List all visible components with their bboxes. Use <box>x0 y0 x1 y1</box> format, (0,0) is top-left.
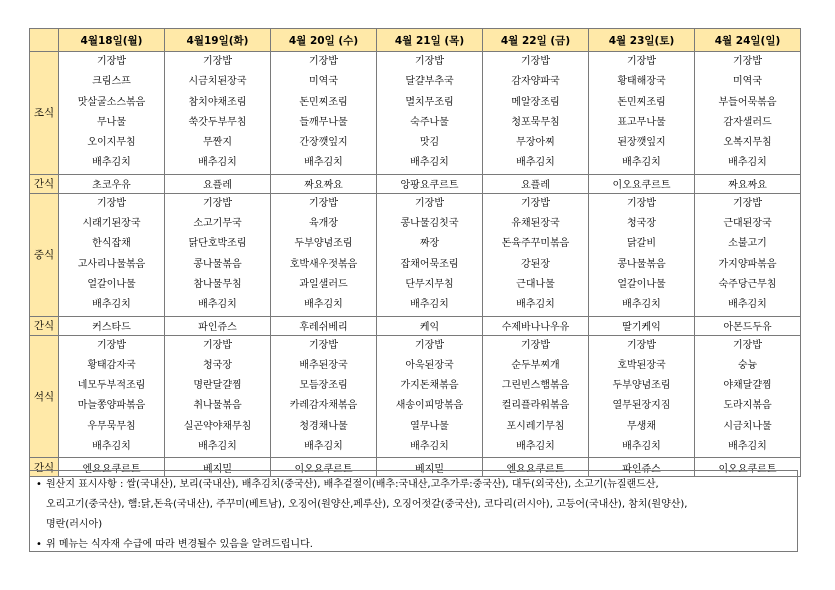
menu-item: 기장밥 <box>203 197 232 209</box>
notes-box <box>29 470 798 552</box>
menu-item: 단무지무침 <box>405 278 454 290</box>
menu-item: 돈민찌조림 <box>299 96 348 108</box>
menu-item: 기장밥 <box>733 197 762 209</box>
dinner-menu-cell <box>483 335 589 458</box>
snack-cell: 이오요쿠르트 <box>695 458 801 477</box>
menu-item: 기장밥 <box>309 197 338 209</box>
snack-cell: 엔요요쿠르트 <box>59 458 165 477</box>
menu-item: 호박된장국 <box>617 359 666 371</box>
snack-cell: 케익 <box>377 316 483 335</box>
meal-label-snack: 간식 <box>30 316 59 335</box>
menu-item: 야채달걀찜 <box>723 380 772 392</box>
dinner-menu-cell <box>695 335 801 458</box>
origin-note <box>36 475 791 495</box>
menu-item: 취나물볶음 <box>193 400 242 412</box>
snack-cell: 딸기케익 <box>589 316 695 335</box>
meal-label-snack: 간식 <box>30 174 59 193</box>
lunch-row <box>30 193 801 316</box>
menu-item: 된장깻잎지 <box>617 137 666 149</box>
day-header: 4월 21일 (목) <box>377 29 483 52</box>
breakfast-menu-cell <box>589 52 695 175</box>
menu-item: 기장밥 <box>97 197 126 209</box>
snack-cell: 베지밀 <box>377 458 483 477</box>
snack-cell: 후레쉬베리 <box>271 316 377 335</box>
menu-item: 오복지무침 <box>723 137 772 149</box>
menu-item: 육개장 <box>309 218 338 230</box>
lunch-menu-cell <box>165 193 271 316</box>
dinner-menu-cell <box>165 335 271 458</box>
day-header: 4월 24일(일) <box>695 29 801 52</box>
day-header-row <box>30 29 801 52</box>
menu-item: 두부양념조림 <box>294 238 353 250</box>
menu-item: 시금치나물 <box>723 420 772 432</box>
snack-cell: 짜요짜요 <box>695 174 801 193</box>
breakfast-menu-cell <box>165 52 271 175</box>
menu-item: 배추김치 <box>92 441 131 453</box>
menu-item: 배추김치 <box>92 157 131 169</box>
menu-item: 기장밥 <box>203 339 232 351</box>
snack-cell: 초코우유 <box>59 174 165 193</box>
menu-item: 기장밥 <box>521 339 550 351</box>
breakfast-menu-cell <box>377 52 483 175</box>
breakfast-menu-cell <box>271 52 377 175</box>
menu-item: 배추김치 <box>304 441 343 453</box>
meal-label-snack: 간식 <box>30 458 59 477</box>
menu-item: 콩나물볶음 <box>617 258 666 270</box>
menu-item: 들깨무나물 <box>299 116 348 128</box>
snack-cell: 엔요요쿠르트 <box>483 458 589 477</box>
menu-item: 열무나물 <box>410 420 449 432</box>
breakfast-menu-cell <box>483 52 589 175</box>
menu-item: 청국장 <box>627 218 656 230</box>
menu-item: 기장밥 <box>627 339 656 351</box>
menu-item: 기장밥 <box>309 339 338 351</box>
menu-item: 배추김치 <box>92 299 131 311</box>
snack-cell: 이오요쿠르트 <box>271 458 377 477</box>
menu-item: 기장밥 <box>627 197 656 209</box>
day-header: 4월 20일 (수) <box>271 29 377 52</box>
lunch-menu-cell <box>695 193 801 316</box>
menu-item: 새송이피망볶음 <box>395 400 464 412</box>
snack-row <box>30 316 801 335</box>
menu-item: 참나물무침 <box>193 278 242 290</box>
menu-item: 황태해장국 <box>617 76 666 88</box>
menu-item: 기장밥 <box>521 56 550 67</box>
snack-cell: 수제바나나우유 <box>483 316 589 335</box>
snack-cell: 요플레 <box>483 174 589 193</box>
menu-item: 청국장 <box>203 359 232 371</box>
dinner-menu-cell <box>271 335 377 458</box>
menu-item: 배추김치 <box>198 157 237 169</box>
menu-item: 배추김치 <box>410 441 449 453</box>
snack-cell: 커스타드 <box>59 316 165 335</box>
menu-item: 간장깻잎지 <box>299 137 348 149</box>
menu-item: 소고기무국 <box>193 218 242 230</box>
menu-item: 기장밥 <box>203 56 232 67</box>
menu-item: 네모두부적조림 <box>77 380 146 392</box>
menu-item: 배추김치 <box>728 299 767 311</box>
menu-item: 표고무나물 <box>617 116 666 128</box>
menu-item: 잡채어묵조림 <box>400 258 459 270</box>
breakfast-menu-cell <box>695 52 801 175</box>
dinner-menu-cell <box>377 335 483 458</box>
menu-item: 오이지무침 <box>87 137 136 149</box>
origin-text-3: 명란(러시아) <box>46 519 103 530</box>
menu-item: 도라지볶음 <box>723 400 772 412</box>
menu-item: 닭단호박조림 <box>188 238 247 250</box>
menu-item: 숙주나물 <box>410 116 449 128</box>
snack-cell: 파인쥬스 <box>589 458 695 477</box>
menu-item: 강된장 <box>521 258 550 270</box>
menu-item: 달걀부추국 <box>405 76 454 88</box>
menu-item: 짜장 <box>419 238 440 250</box>
menu-item: 무생채 <box>627 420 656 432</box>
menu-item: 기장밥 <box>415 197 444 209</box>
menu-item: 기장밥 <box>415 56 444 67</box>
menu-item: 감자샐러드 <box>723 116 772 128</box>
menu-item: 기장밥 <box>415 339 444 351</box>
menu-item: 호박새우젓볶음 <box>289 258 358 270</box>
menu-item: 기장밥 <box>627 56 656 67</box>
menu-item: 배추김치 <box>622 299 661 311</box>
menu-item: 과일샐러드 <box>299 278 348 290</box>
menu-item: 카레감자채볶음 <box>289 400 358 412</box>
menu-item: 가지양파볶음 <box>718 258 777 270</box>
lunch-menu-cell <box>589 193 695 316</box>
menu-item: 쑥갓두부무침 <box>188 116 247 128</box>
dinner-row <box>30 335 801 458</box>
menu-item: 배추김치 <box>516 441 555 453</box>
menu-item: 모듬장조림 <box>299 380 348 392</box>
menu-item: 유채된장국 <box>511 218 560 230</box>
bullet: • <box>36 479 42 490</box>
breakfast-row <box>30 52 801 175</box>
menu-item: 배추김치 <box>410 299 449 311</box>
day-header: 4월19일(화) <box>165 29 271 52</box>
menu-item: 순두부찌개 <box>511 359 560 371</box>
menu-item: 얼갈이나물 <box>87 278 136 290</box>
dinner-menu-cell <box>59 335 165 458</box>
menu-item: 미역국 <box>733 76 762 88</box>
menu-item: 청포묵무침 <box>511 116 560 128</box>
menu-item: 가지돈채볶음 <box>400 380 459 392</box>
snack-cell: 아몬드두유 <box>695 316 801 335</box>
menu-item: 콩나물볶음 <box>193 258 242 270</box>
menu-item: 돈민찌조림 <box>617 96 666 108</box>
menu-item: 참치야채조림 <box>188 96 247 108</box>
menu-item: 배추김치 <box>198 441 237 453</box>
menu-item: 배추김치 <box>728 441 767 453</box>
menu-item: 숭늉 <box>737 359 758 371</box>
menu-item: 마늘쫑양파볶음 <box>77 400 146 412</box>
menu-item: 황태감자국 <box>87 359 136 371</box>
menu-item: 기장밥 <box>733 56 762 67</box>
origin-text-1: 원산지 표시사항 : 쌀(국내산), 보리(국내산), 배추김치(중국산), 배추겉절이(배추:국내산,고추가루:중국산), 대두(외국산), 소고기(뉴질랜드산, <box>46 479 659 490</box>
menu-item: 배추김치 <box>622 157 661 169</box>
menu-item: 맛살굴소스볶음 <box>77 96 146 108</box>
menu-item: 명란달걀찜 <box>193 380 242 392</box>
menu-item: 멸치무조림 <box>405 96 454 108</box>
menu-item: 감자양파국 <box>511 76 560 88</box>
menu-item: 열무된장지짐 <box>612 400 671 412</box>
menu-item: 맛김 <box>419 137 440 149</box>
lunch-menu-cell <box>377 193 483 316</box>
menu-item: 근대된장국 <box>723 218 772 230</box>
lunch-menu-cell <box>483 193 589 316</box>
lunch-menu-cell <box>59 193 165 316</box>
meal-label-dinner: 석식 <box>30 335 59 458</box>
menu-item: 실곤약야채무침 <box>183 420 252 432</box>
menu-item: 청경채나물 <box>299 420 348 432</box>
bullet: • <box>36 539 42 550</box>
menu-item: 무장아찌 <box>516 137 555 149</box>
day-header: 4월 23일(토) <box>589 29 695 52</box>
menu-item: 배추김치 <box>516 157 555 169</box>
change-note <box>36 535 791 555</box>
menu-item: 미역국 <box>309 76 338 88</box>
menu-item: 배추김치 <box>728 157 767 169</box>
menu-item: 우무묵무침 <box>87 420 136 432</box>
snack-cell: 이오요쿠르트 <box>589 174 695 193</box>
menu-item: 근대나물 <box>516 278 555 290</box>
snack-cell: 파인쥬스 <box>165 316 271 335</box>
origin-note-cont <box>36 515 791 535</box>
origin-text-2: 오리고기(중국산), 햄:닭,돈육(국내산), 주꾸미(베트남), 오징어(원양산,페루산), 오징어젓갈(중국산), 코다리(러시아), 고등어(국내산), 참치(원양산), <box>46 499 688 510</box>
day-header: 4월18일(월) <box>59 29 165 52</box>
menu-item: 무나물 <box>97 116 126 128</box>
menu-item: 시래기된장국 <box>82 218 141 230</box>
menu-item: 배추된장국 <box>299 359 348 371</box>
menu-item: 그린빈스햄볶음 <box>501 380 570 392</box>
menu-item: 기장밥 <box>97 339 126 351</box>
menu-item: 배추김치 <box>304 299 343 311</box>
menu-item: 두부양념조림 <box>612 380 671 392</box>
corner-cell <box>30 29 59 52</box>
menu-item: 크림스프 <box>92 76 131 88</box>
lunch-menu-cell <box>271 193 377 316</box>
snack-row <box>30 174 801 193</box>
origin-note-cont <box>36 495 791 515</box>
menu-item: 기장밥 <box>521 197 550 209</box>
menu-item: 부들어묵볶음 <box>718 96 777 108</box>
meal-label-lunch: 중식 <box>30 193 59 316</box>
menu-item: 아욱된장국 <box>405 359 454 371</box>
snack-cell: 요플레 <box>165 174 271 193</box>
menu-item: 무짠지 <box>203 137 232 149</box>
menu-item: 배추김치 <box>622 441 661 453</box>
menu-item: 한식잡채 <box>92 238 131 250</box>
snack-cell: 베지밀 <box>165 458 271 477</box>
menu-item: 닭갈비 <box>627 238 656 250</box>
menu-item: 포시레기무침 <box>506 420 565 432</box>
menu-item: 기장밥 <box>97 56 126 67</box>
menu-item: 기장밥 <box>733 339 762 351</box>
snack-cell: 앙팡요쿠르트 <box>377 174 483 193</box>
dinner-menu-cell <box>589 335 695 458</box>
menu-item: 시금치된장국 <box>188 76 247 88</box>
meal-label-breakfast: 조식 <box>30 52 59 175</box>
change-notice-text: 위 메뉴는 식자재 수급에 따라 변경될수 있음을 알려드립니다. <box>46 539 313 550</box>
snack-cell: 짜요짜요 <box>271 174 377 193</box>
breakfast-menu-cell <box>59 52 165 175</box>
menu-item: 숙주당근무침 <box>718 278 777 290</box>
menu-item: 배추김치 <box>516 299 555 311</box>
weekly-menu-table <box>29 28 801 477</box>
menu-item: 얼갈이나물 <box>617 278 666 290</box>
day-header: 4월 22일 (금) <box>483 29 589 52</box>
menu-item: 배추김치 <box>410 157 449 169</box>
menu-item: 메알장조림 <box>511 96 560 108</box>
menu-item: 고사리나물볶음 <box>77 258 146 270</box>
menu-item: 배추김치 <box>304 157 343 169</box>
menu-item: 소불고기 <box>728 238 767 250</box>
menu-item: 배추김치 <box>198 299 237 311</box>
menu-item: 돈육주꾸미볶음 <box>501 238 570 250</box>
menu-item: 컬리플라워볶음 <box>501 400 570 412</box>
menu-item: 기장밥 <box>309 56 338 67</box>
menu-item: 콩나물김칫국 <box>400 218 459 230</box>
